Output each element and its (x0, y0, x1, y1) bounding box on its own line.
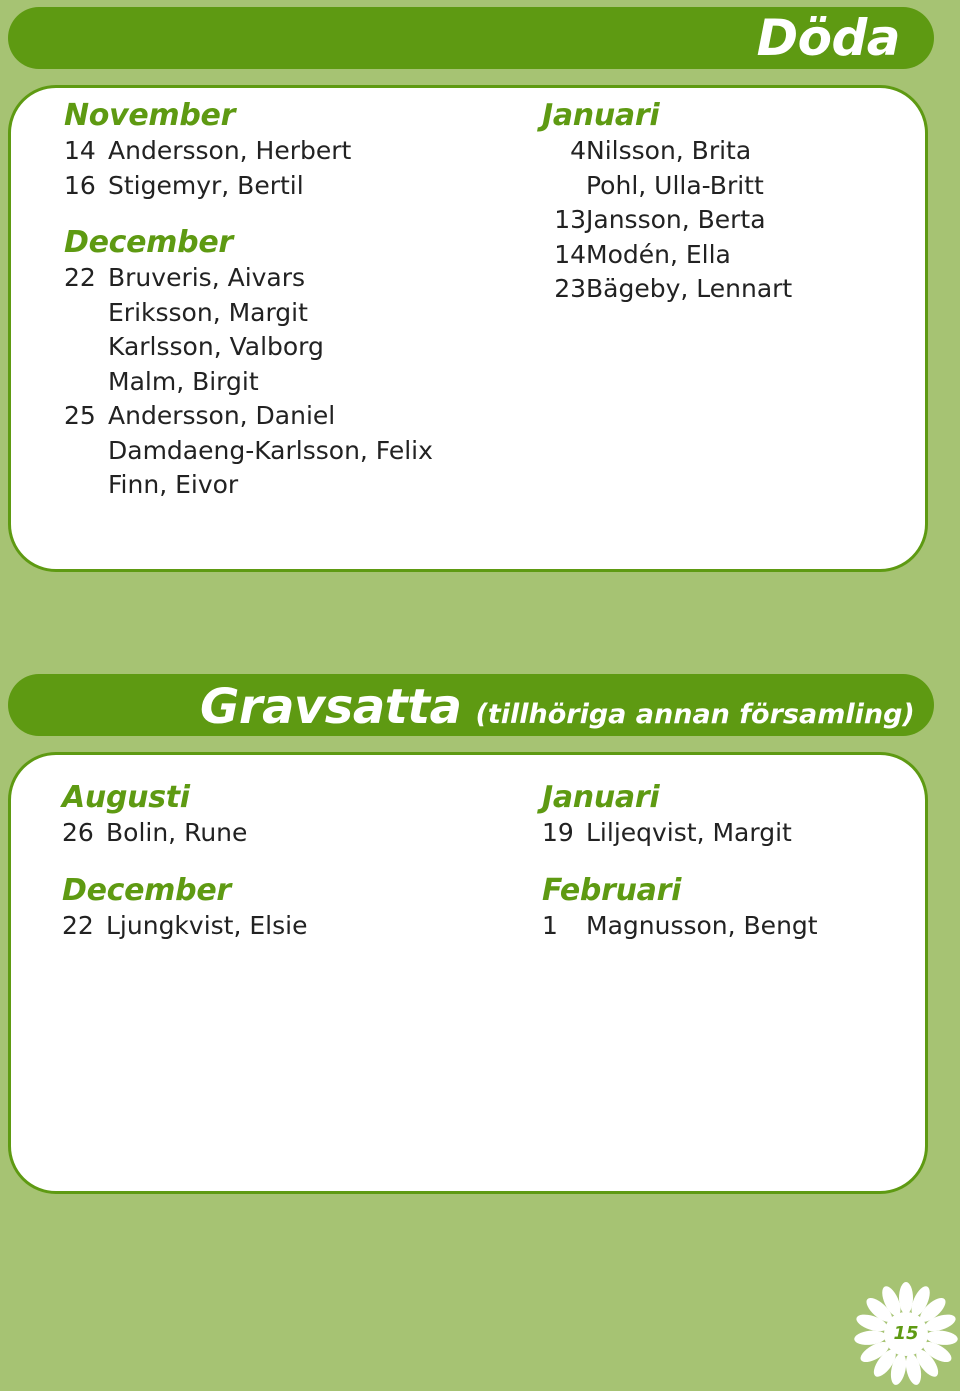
entry-day (64, 296, 108, 331)
entry-name: Bägeby, Lennart (586, 274, 793, 303)
entry-name: Damdaeng-Karlsson, Felix (108, 435, 433, 465)
list-item (64, 468, 433, 503)
doda-panel (8, 85, 928, 572)
entry-day (64, 434, 108, 469)
entry-day (64, 365, 108, 400)
entry-name: Andersson, Daniel (108, 401, 336, 430)
month-heading: Februari (542, 872, 682, 908)
entry-name: Bolin, Rune (106, 818, 248, 847)
month-heading: December (64, 225, 233, 260)
month-group (62, 873, 307, 944)
list-item (64, 169, 433, 204)
entry-name: Bruveris, Aivars (108, 263, 306, 292)
list-item (64, 399, 433, 434)
entry-name: Finn, Eivor (108, 470, 239, 499)
list-item (64, 434, 433, 469)
entry-day: 16 (64, 170, 96, 200)
list-item (542, 169, 792, 204)
month-heading: Augusti (62, 780, 190, 815)
entry-name: Jansson, Berta (586, 205, 766, 234)
month-group (64, 225, 433, 503)
list-item (542, 272, 792, 307)
list-item (62, 909, 307, 944)
list-item (542, 238, 792, 273)
month-heading: Januari (542, 98, 660, 133)
doda-header-bar (8, 7, 934, 69)
entry-name: Pohl, Ulla-Britt (586, 170, 764, 200)
gravsatta-header-bar (8, 674, 934, 736)
month-heading: Januari (542, 780, 660, 815)
gravsatta-right-column (542, 780, 818, 965)
entry-day: 22 (62, 910, 94, 940)
gravsatta-title-text: Gravsatta (200, 679, 462, 735)
list-item (64, 134, 433, 169)
list-item (542, 816, 818, 851)
entry-name: Karlsson, Valborg (108, 332, 324, 361)
entry-day: 14 (554, 239, 586, 269)
doda-left-column (64, 98, 433, 525)
entry-name: Ljungkvist, Elsie (106, 910, 308, 940)
month-group (542, 780, 818, 851)
list-item (542, 134, 792, 169)
entry-day: 22 (64, 263, 96, 292)
entry-day: 25 (64, 401, 96, 430)
entry-name: Nilsson, Brita (586, 136, 752, 165)
entry-day: 19 (542, 818, 574, 847)
month-group (62, 780, 307, 851)
entry-name: Magnusson, Bengt (586, 910, 818, 940)
list-item (64, 365, 433, 400)
entry-day (64, 330, 108, 365)
list-item (64, 330, 433, 365)
entry-day: 13 (554, 205, 586, 234)
entry-day: 4 (570, 136, 586, 165)
entry-day: 23 (554, 274, 586, 303)
list-item (542, 203, 792, 238)
entry-name: Liljeqvist, Margit (586, 818, 792, 847)
page-number: 15 (893, 1323, 919, 1344)
entry-name: Stigemyr, Bertil (108, 170, 304, 200)
doda-right-column (542, 98, 792, 329)
entry-name: Modén, Ella (586, 239, 731, 269)
entry-day: 26 (62, 818, 94, 847)
month-group (542, 98, 792, 307)
entry-name: Andersson, Herbert (108, 136, 352, 165)
month-heading: November (64, 98, 236, 133)
gravsatta-subtitle: (tillhöriga annan församling) (475, 699, 915, 730)
month-heading: December (62, 872, 231, 908)
entry-day (64, 468, 108, 503)
entry-name: Eriksson, Margit (108, 297, 308, 327)
list-item (64, 261, 433, 296)
entry-name: Malm, Birgit (108, 366, 259, 396)
entry-day: 1 (542, 910, 558, 940)
entry-day (542, 169, 586, 204)
list-item (64, 296, 433, 331)
list-item (542, 909, 818, 944)
list-item (62, 816, 307, 851)
entry-day: 14 (64, 136, 96, 165)
month-group (542, 873, 818, 944)
doda-title: Döda (756, 9, 900, 67)
gravsatta-title (200, 679, 915, 735)
gravsatta-panel (8, 752, 928, 1194)
gravsatta-left-column (62, 780, 307, 965)
month-group (64, 98, 433, 203)
